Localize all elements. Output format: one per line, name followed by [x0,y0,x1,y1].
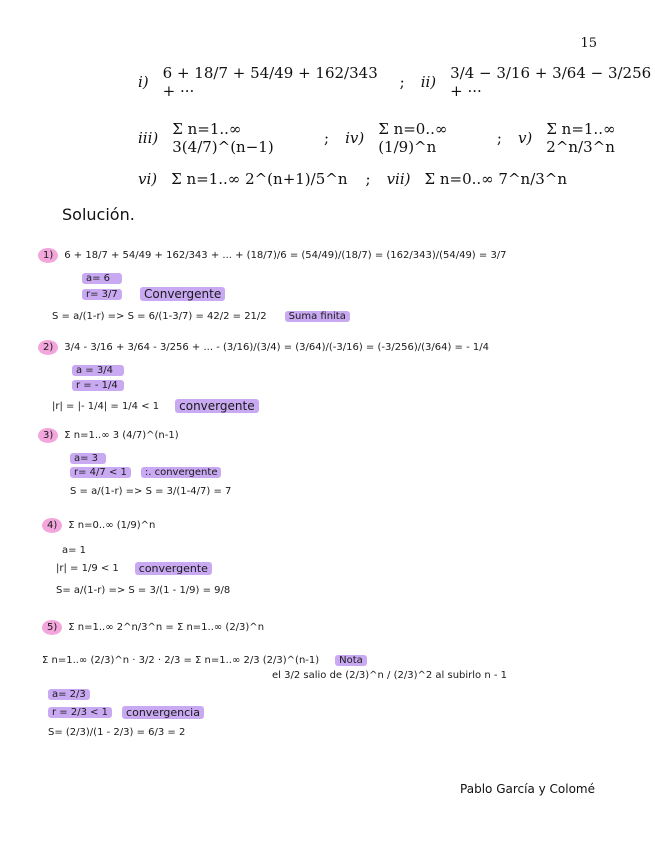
r-value: r = - 1/4 [72,380,124,391]
note-text: el 3/2 salio de (2/3)^n / (2/3)^2 al subirlo n - 1 [272,670,508,681]
a-value: a= 1 [62,545,87,556]
step-number: 4) [42,518,62,533]
convergente-tag: convergente [175,399,258,413]
abs-r-expr: |r| = |- 1/4| = 1/4 < 1 [52,400,160,412]
label-iii: iii) [138,129,159,147]
label-iv: iv) [345,129,365,147]
problem-row-2: iii) Σ n=1..∞ 3(4/7)^(n−1) ; iv) Σ n=0..∞ (1/9)^n ; v) Σ n=1..∞ 2^n/3^n [138,120,655,156]
solution-4 [42,518,602,596]
separator: ; [399,73,405,91]
solution-5 [42,620,602,738]
expr-vii: Σ n=0..∞ 7^n/3^n [424,170,568,188]
a-value: a = 3/4 [72,365,124,376]
label-vi: vi) [138,170,158,188]
solution-title: Solución. [62,205,135,224]
expr-iii: Σ n=1..∞ 3(4/7)^(n−1) [172,120,274,156]
page-number: 15 [580,36,597,51]
expr-vi: Σ n=1..∞ 2^(n+1)/5^n [171,170,348,188]
label-i: i) [138,73,149,91]
solution-1 [38,248,598,322]
expr-ii: 3/4 − 3/16 + 3/64 − 3/256 + ··· [450,64,652,100]
expr-iv: Σ n=0..∞ (1/9)^n [378,120,448,156]
r-value: r= 3/7 [82,289,122,300]
convergente-tag: convergente [135,562,212,575]
expr-v: Σ n=1..∞ 2^n/3^n [546,120,616,156]
rewrite-expr: Σ n=1..∞ (2/3)^n · 3/2 · 2/3 = Σ n=1..∞ 2/3 (2/3)^(n-1) [42,655,320,666]
series-expr: 6 + 18/7 + 54/49 + 162/343 + ... + (18/7)/6 = (54/49)/(18/7) = (162/343)/(54/49) = 3/7 [64,250,507,261]
convergente-tag: Convergente [140,287,225,301]
problem-row-3: vi) Σ n=1..∞ 2^(n+1)/5^n ; vii) Σ n=0..∞ 7^n/3^n [138,170,568,188]
step-number: 3) [38,428,58,443]
sum-expr: S= (2/3)/(1 - 2/3) = 6/3 = 2 [48,727,186,738]
problem-row-1 [138,64,655,100]
suma-finita-tag: Suma finita [285,311,350,322]
convergencia-tag: convergencia [122,706,204,719]
solution-3 [38,428,598,497]
label-v: v) [517,129,533,147]
sum-expr: S= a/(1-r) => S = 3/(1 - 1/9) = 9/8 [56,585,231,596]
series-expr: Σ n=0..∞ (1/9)^n [68,520,156,531]
convergente-tag: :. convergente [141,467,222,478]
a-value: a= 2/3 [48,689,90,700]
sum-expr: S = a/(1-r) => S = 3/(1-4/7) = 7 [70,486,232,497]
a-value: a= 6 [82,273,122,284]
solution-2 [38,340,598,413]
series-expr: Σ n=1..∞ 2^n/3^n = Σ n=1..∞ (2/3)^n [68,622,265,633]
r-value: r = 2/3 < 1 [48,707,112,718]
series-expr: 3/4 - 3/16 + 3/64 - 3/256 + ... - (3/16)/(3/4) = (3/64)/(-3/16) = (-3/256)/(3/64) = - 1/4 [64,342,489,353]
step-number: 2) [38,340,58,355]
step-number: 5) [42,620,62,635]
r-value: r= 4/7 < 1 [70,467,131,478]
abs-r-expr: |r| = 1/9 < 1 [56,563,119,574]
nota-tag: Nota [335,655,367,666]
sum-expr: S = a/(1-r) => S = 6/(1-3/7) = 42/2 = 21/2 [52,311,267,322]
expr-i: 6 + 18/7 + 54/49 + 162/343 + ··· [162,64,378,100]
label-ii: ii) [420,73,437,91]
a-value: a= 3 [70,453,106,464]
author-footer: Pablo García y Colomé [460,782,595,796]
step-number: 1) [38,248,58,263]
label-vii: vii) [386,170,411,188]
series-expr: Σ n=1..∞ 3 (4/7)^(n-1) [64,430,179,441]
